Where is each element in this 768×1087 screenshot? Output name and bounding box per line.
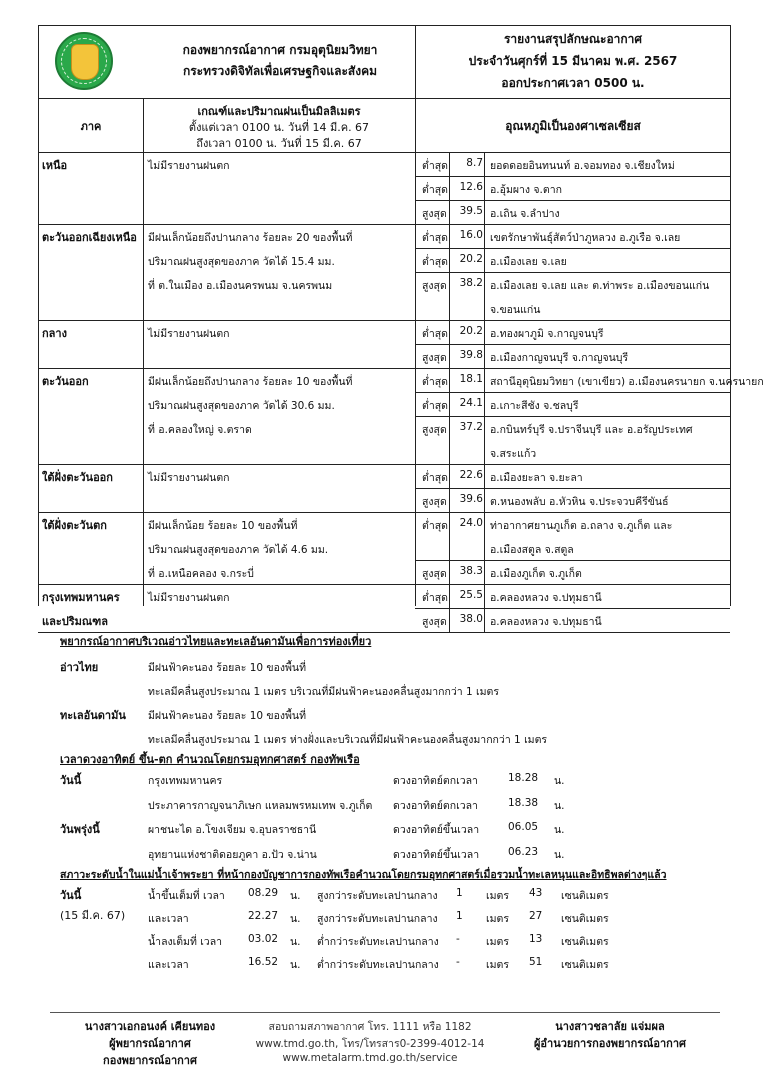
sun-unit: น. bbox=[554, 800, 565, 812]
temp-value: 20.2 bbox=[459, 253, 483, 265]
temp-subrow-divider bbox=[415, 248, 730, 249]
logo-emblem bbox=[71, 44, 99, 80]
temp-value: 24.0 bbox=[459, 517, 483, 529]
footer-contact-service[interactable]: www.metalarm.tmd.go.th/service bbox=[282, 1052, 458, 1064]
temp-kind-divider bbox=[449, 584, 450, 632]
sun-time: 18.38 bbox=[508, 797, 539, 809]
sun-place: ประภาคารกาญจนาภิเษก แหลมพรหมเทพ จ.ภูเก็ต bbox=[148, 800, 373, 812]
region-label: ใต้ฝั่งตะวันออก bbox=[42, 471, 113, 484]
tide-relation: ต่ำกว่าระดับทะเลปานกลาง bbox=[317, 936, 439, 948]
temp-subrow-divider bbox=[415, 416, 730, 417]
rain-text: มีฝนเล็กน้อยถึงปานกลาง ร้อยละ 20 ของพื้นที่ bbox=[148, 232, 353, 244]
tide-centimeters-unit: เซนติเมตร bbox=[561, 959, 609, 971]
temp-value: 38.0 bbox=[459, 613, 483, 625]
andaman-label: ทะเลอันดามัน bbox=[60, 709, 126, 722]
temp-kind-divider bbox=[449, 464, 450, 512]
tide-meters: - bbox=[456, 933, 460, 945]
temp-place: จ.ขอนแก่น bbox=[490, 304, 541, 316]
tide-today-label: วันนี้ bbox=[60, 889, 82, 902]
report-title: รายงานสรุปลักษณะอากาศ bbox=[503, 32, 643, 46]
sun-event: ดวงอาทิตย์ตกเวลา bbox=[393, 800, 478, 812]
marine-title: พยากรณ์อากาศบริเวณอ่าวไทยและทะเลอันดามันเพื่อการท่องเที่ยว bbox=[60, 635, 372, 648]
tide-meters-unit: เมตร bbox=[486, 936, 509, 948]
rain-text: ที่ อ.เหนือคลอง จ.กระบี่ bbox=[148, 568, 254, 580]
table-border-right bbox=[730, 25, 731, 606]
temp-kind: สูงสุด bbox=[422, 424, 447, 436]
temp-value-divider bbox=[484, 368, 485, 464]
temp-subrow-divider bbox=[415, 392, 730, 393]
temp-kind: ต่ำสุด bbox=[422, 232, 448, 244]
col-region-header: ภาค bbox=[80, 120, 102, 133]
col-rain-header-l3: ถึงเวลา 0100 น. วันที่ 15 มี.ค. 67 bbox=[196, 137, 362, 150]
sun-place: ผาชนะได อ.โขงเจียม จ.อุบลราชธานี bbox=[148, 824, 317, 836]
footer-contact-web[interactable]: www.tmd.go.th, โทร/โทรสาร0-2399-4012-14 bbox=[255, 1038, 485, 1050]
temp-value-divider bbox=[484, 320, 485, 368]
temp-place: อ.กบินทร์บุรี จ.ปราจีนบุรี และ อ.อรัญประเทศ bbox=[490, 424, 693, 436]
region-label: ตะวันออกเฉียงเหนือ bbox=[42, 231, 137, 244]
col-temp-header: อุณหภูมิเป็นองศาเซลเซียส bbox=[505, 119, 641, 133]
sun-tomorrow-label: วันพรุ่งนี้ bbox=[60, 823, 100, 836]
temp-value: 24.1 bbox=[459, 397, 483, 409]
sun-unit: น. bbox=[554, 824, 565, 836]
rain-text: มีฝนเล็กน้อยถึงปานกลาง ร้อยละ 10 ของพื้นที่ bbox=[148, 376, 353, 388]
tide-event: น้ำขึ้นเต็มที่ เวลา bbox=[148, 890, 225, 902]
tide-centimeters-unit: เซนติเมตร bbox=[561, 936, 609, 948]
rain-text: ที่ ต.ในเมือง อ.เมืองนครพนม จ.นครพนม bbox=[148, 280, 333, 292]
temp-kind: สูงสุด bbox=[422, 568, 447, 580]
temp-kind: สูงสุด bbox=[422, 352, 447, 364]
temp-value: 22.6 bbox=[459, 469, 483, 481]
temp-place: ท่าอากาศยานภูเก็ต อ.ถลาง จ.ภูเก็ต และ bbox=[490, 520, 673, 532]
tide-centimeters: 13 bbox=[529, 933, 543, 945]
tide-time: 16.52 bbox=[248, 956, 279, 968]
tide-meters: 1 bbox=[456, 887, 463, 899]
temp-kind: ต่ำสุด bbox=[422, 328, 448, 340]
sun-title: เวลาดวงอาทิตย์ ขึ้น-ตก คำนวณโดยกรมอุทกศาสตร์ กองทัพเรือ bbox=[60, 753, 360, 766]
temp-place: ยอดดอยอินทนนท์ อ.จอมทอง จ.เชียงใหม่ bbox=[490, 160, 675, 172]
temp-kind: สูงสุด bbox=[422, 280, 447, 292]
temp-kind: สูงสุด bbox=[422, 616, 447, 628]
temp-place: อ.เมืองสตูล จ.สตูล bbox=[490, 544, 574, 556]
temp-place: อ.เมืองเลย จ.เลย bbox=[490, 256, 567, 268]
table-row-divider bbox=[38, 320, 730, 321]
tide-event: น้ำลงเต็มที่ เวลา bbox=[148, 936, 223, 948]
tide-event: และเวลา bbox=[148, 959, 189, 971]
rain-text: ปริมาณฝนสูงสุดของภาค วัดได้ 4.6 มม. bbox=[148, 544, 329, 556]
temp-subrow-divider bbox=[415, 488, 730, 489]
tide-centimeters: 27 bbox=[529, 910, 543, 922]
tide-meters: - bbox=[456, 956, 460, 968]
temp-subrow-divider bbox=[415, 608, 730, 609]
report-date: ประจำวันศุกร์ที่ 15 มีนาคม พ.ศ. 2567 bbox=[468, 54, 678, 68]
temp-place: อ.เมืองยะลา จ.ยะลา bbox=[490, 472, 583, 484]
temp-place: อ.เมืองภูเก็ต จ.ภูเก็ต bbox=[490, 568, 582, 580]
tide-time: 03.02 bbox=[248, 933, 279, 945]
temp-place: อ.เกาะสีชัง จ.ชลบุรี bbox=[490, 400, 579, 412]
tide-time: 08.29 bbox=[248, 887, 279, 899]
rain-text: มีฝนเล็กน้อย ร้อยละ 10 ของพื้นที่ bbox=[148, 520, 298, 532]
footer-right-name: นางสาวชลาลัย แจ่มผล bbox=[555, 1020, 665, 1033]
table-row-divider bbox=[38, 224, 730, 225]
temp-kind-divider bbox=[449, 152, 450, 224]
region-label: ใต้ฝั่งตะวันตก bbox=[42, 519, 107, 532]
sun-time: 06.05 bbox=[508, 821, 539, 833]
temp-kind-divider bbox=[449, 320, 450, 368]
temp-kind: ต่ำสุด bbox=[422, 376, 448, 388]
sun-place: อุทยานแห่งชาติดอยภูคา อ.ปัว จ.น่าน bbox=[148, 849, 317, 861]
table-row-divider bbox=[38, 512, 730, 513]
rain-text: ไม่มีรายงานฝนตก bbox=[148, 592, 230, 604]
region-label-2: และปริมณฑล bbox=[42, 615, 108, 628]
temp-place: อ.เมืองกาญจนบุรี จ.กาญจนบุรี bbox=[490, 352, 629, 364]
table-border-top bbox=[38, 25, 730, 26]
footer-rule bbox=[50, 1012, 720, 1013]
region-label: กลาง bbox=[42, 327, 67, 340]
andaman-line-2: ทะเลมีคลื่นสูงประมาณ 1 เมตร ห่างฝั่งและบริเวณที่มีฝนฟ้าคะนองคลื่นสูงมากกว่า 1 เมตร bbox=[148, 734, 548, 746]
temp-value-divider bbox=[484, 584, 485, 632]
temp-place: อ.คลองหลวง จ.ปทุมธานี bbox=[490, 616, 602, 628]
gulf-label: อ่าวไทย bbox=[60, 661, 99, 674]
temp-value-divider bbox=[484, 224, 485, 320]
tide-relation: สูงกว่าระดับทะเลปานกลาง bbox=[317, 913, 438, 925]
footer-left-name: นางสาวเอกอนงค์ เคียนทอง bbox=[84, 1020, 216, 1033]
gulf-line-1: มีฝนฟ้าคะนอง ร้อยละ 10 ของพื้นที่ bbox=[148, 662, 307, 674]
col-rain-header-l2: ตั้งแต่เวลา 0100 น. วันที่ 14 มี.ค. 67 bbox=[188, 121, 370, 134]
temp-value: 16.0 bbox=[459, 229, 483, 241]
rain-text: ที่ อ.คลองใหญ่ จ.ตราด bbox=[148, 424, 252, 436]
tide-unit: น. bbox=[290, 913, 301, 925]
temp-place: สถานีอุตุนิยมวิทยา (เขาเขียว) อ.เมืองนครนายก จ.นครนายก bbox=[490, 376, 764, 388]
sun-event: ดวงอาทิตย์ตกเวลา bbox=[393, 775, 478, 787]
tide-centimeters-unit: เซนติเมตร bbox=[561, 890, 609, 902]
sun-time: 06.23 bbox=[508, 846, 539, 858]
table-border-left bbox=[38, 25, 39, 606]
temp-kind: ต่ำสุด bbox=[422, 184, 448, 196]
tide-relation: ต่ำกว่าระดับทะเลปานกลาง bbox=[317, 959, 439, 971]
temp-value: 37.2 bbox=[459, 421, 483, 433]
tide-meters: 1 bbox=[456, 910, 463, 922]
table-row-divider bbox=[38, 368, 730, 369]
andaman-line-1: มีฝนฟ้าคะนอง ร้อยละ 10 ของพื้นที่ bbox=[148, 710, 307, 722]
org-line-2: กระทรวงดิจิทัลเพื่อเศรษฐกิจและสังคม bbox=[182, 64, 378, 78]
rain-text: ไม่มีรายงานฝนตก bbox=[148, 160, 230, 172]
tide-unit: น. bbox=[290, 936, 301, 948]
tide-centimeters-unit: เซนติเมตร bbox=[561, 913, 609, 925]
sun-time: 18.28 bbox=[508, 772, 539, 784]
temp-kind: สูงสุด bbox=[422, 496, 447, 508]
region-col-divider bbox=[143, 98, 144, 606]
footer-left-role1: ผู้พยากรณ์อากาศ bbox=[109, 1037, 191, 1050]
temp-value: 38.2 bbox=[459, 277, 483, 289]
tide-date-label: (15 มี.ค. 67) bbox=[60, 909, 126, 922]
temp-kind-divider bbox=[449, 224, 450, 320]
tide-time: 22.27 bbox=[248, 910, 279, 922]
temp-kind: ต่ำสุด bbox=[422, 592, 448, 604]
temp-subrow-divider bbox=[415, 344, 730, 345]
temp-value: 20.2 bbox=[459, 325, 483, 337]
tide-meters-unit: เมตร bbox=[486, 959, 509, 971]
gulf-line-2: ทะเลมีคลื่นสูงประมาณ 1 เมตร บริเวณที่มีฝนฟ้าคะนองคลื่นสูงมากกว่า 1 เมตร bbox=[148, 686, 499, 698]
temp-place: อ.อุ้มผาง จ.ตาก bbox=[490, 184, 562, 196]
temp-kind: ต่ำสุด bbox=[422, 160, 448, 172]
temp-place: อ.เมืองเลย จ.เลย และ ต.ท่าพระ อ.เมืองขอนแก่น bbox=[490, 280, 710, 292]
temp-kind: ต่ำสุด bbox=[422, 400, 448, 412]
org-line-1: กองพยากรณ์อากาศ กรมอุตุนิยมวิทยา bbox=[182, 43, 378, 57]
sun-unit: น. bbox=[554, 849, 565, 861]
tmd-logo bbox=[55, 32, 113, 90]
region-label: ตะวันออก bbox=[42, 375, 89, 388]
temp-value: 39.5 bbox=[459, 205, 483, 217]
footer-right-role: ผู้อำนวยการกองพยากรณ์อากาศ bbox=[533, 1037, 686, 1050]
sun-unit: น. bbox=[554, 775, 565, 787]
temp-value: 39.8 bbox=[459, 349, 483, 361]
rain-text: ไม่มีรายงานฝนตก bbox=[148, 472, 230, 484]
column-header-divider bbox=[38, 152, 730, 153]
header-divider bbox=[38, 98, 730, 99]
table-row-divider bbox=[38, 464, 730, 465]
temp-kind: ต่ำสุด bbox=[422, 472, 448, 484]
temp-kind-divider bbox=[449, 368, 450, 464]
table-row-divider bbox=[38, 584, 730, 585]
sun-event: ดวงอาทิตย์ขึ้นเวลา bbox=[393, 849, 480, 861]
sun-place: กรุงเทพมหานคร bbox=[148, 775, 223, 787]
report-time: ออกประกาศเวลา 0500 น. bbox=[501, 76, 645, 90]
temp-kind: สูงสุด bbox=[422, 208, 447, 220]
col-rain-header-l1: เกณฑ์และปริมาณฝนเป็นมิลลิเมตร bbox=[197, 105, 361, 118]
tide-unit: น. bbox=[290, 890, 301, 902]
tide-centimeters: 43 bbox=[529, 887, 543, 899]
temp-value: 18.1 bbox=[459, 373, 483, 385]
tide-meters-unit: เมตร bbox=[486, 913, 509, 925]
temp-kind: ต่ำสุด bbox=[422, 520, 448, 532]
region-label: เหนือ bbox=[42, 159, 68, 172]
temp-value: 39.6 bbox=[459, 493, 483, 505]
temp-value-divider bbox=[484, 512, 485, 584]
temp-value: 25.5 bbox=[459, 589, 483, 601]
tide-unit: น. bbox=[290, 959, 301, 971]
temp-subrow-divider bbox=[415, 272, 730, 273]
tide-meters-unit: เมตร bbox=[486, 890, 509, 902]
tide-relation: สูงกว่าระดับทะเลปานกลาง bbox=[317, 890, 438, 902]
temp-kind-divider bbox=[449, 512, 450, 584]
temp-subrow-divider bbox=[415, 176, 730, 177]
tide-event: และเวลา bbox=[148, 913, 189, 925]
temp-place: เขตรักษาพันธุ์สัตว์ป่าภูหลวง อ.ภูเรือ จ.เลย bbox=[490, 232, 681, 244]
tide-centimeters: 51 bbox=[529, 956, 543, 968]
temp-place: อ.เถิน จ.ลำปาง bbox=[490, 208, 560, 220]
sun-event: ดวงอาทิตย์ขึ้นเวลา bbox=[393, 824, 480, 836]
rain-text: ปริมาณฝนสูงสุดของภาค วัดได้ 15.4 มม. bbox=[148, 256, 335, 268]
temp-place: อ.คลองหลวง จ.ปทุมธานี bbox=[490, 592, 602, 604]
temp-place: อ.ทองผาภูมิ จ.กาญจนบุรี bbox=[490, 328, 604, 340]
sun-today-label: วันนี้ bbox=[60, 774, 82, 787]
footer-left-role2: กองพยากรณ์อากาศ bbox=[103, 1054, 197, 1067]
temp-place: ต.หนองพลับ อ.หัวหิน จ.ประจวบคีรีขันธ์ bbox=[490, 496, 669, 508]
temp-subrow-divider bbox=[415, 200, 730, 201]
footer-contact-phone: สอบถามสภาพอากาศ โทร. 1111 หรือ 1182 bbox=[268, 1021, 472, 1033]
temp-subrow-divider bbox=[415, 560, 730, 561]
temp-value: 38.3 bbox=[459, 565, 483, 577]
table-mid-divider bbox=[415, 25, 416, 606]
temp-value: 12.6 bbox=[459, 181, 483, 193]
temp-value-divider bbox=[484, 464, 485, 512]
region-label: กรุงเทพมหานคร bbox=[42, 591, 120, 604]
temp-kind: ต่ำสุด bbox=[422, 256, 448, 268]
temp-value-divider bbox=[484, 152, 485, 224]
rain-text: ไม่มีรายงานฝนตก bbox=[148, 328, 230, 340]
tide-title: สภาวะระดับน้ำในแม่น้ำเจ้าพระยา ที่หน้ากองบัญชาการกองทัพเรือคำนวณโดยกรมอุทกศาสตร์เมื่อรวมน้ำทะเลหนุนและอิทธิพลต่างๆแล้ว bbox=[60, 869, 667, 881]
temp-value: 8.7 bbox=[466, 157, 483, 169]
rain-text: ปริมาณฝนสูงสุดของภาค วัดได้ 30.6 มม. bbox=[148, 400, 335, 412]
temp-place: จ.สระแก้ว bbox=[490, 448, 537, 460]
